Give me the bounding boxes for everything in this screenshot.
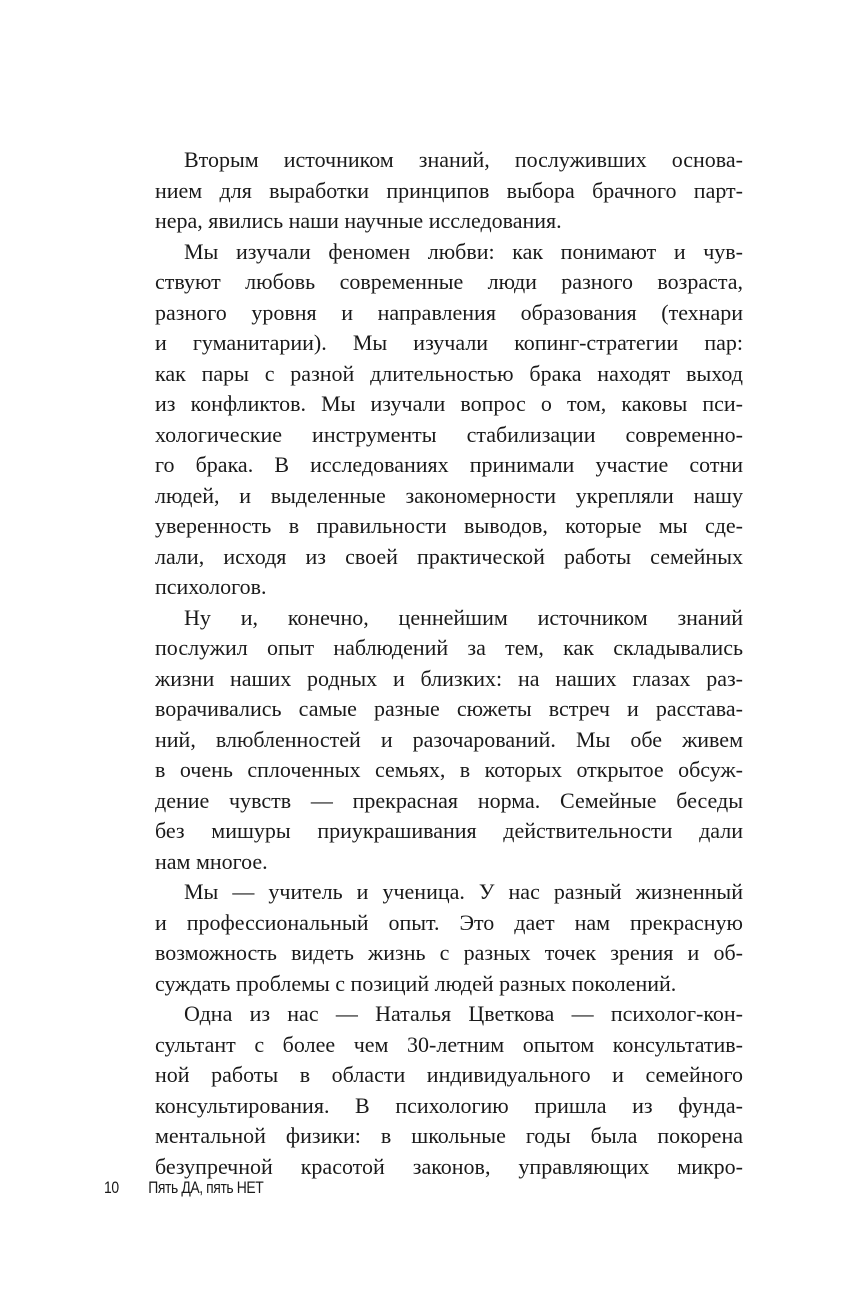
text-line: жизни наших родных и близких: на наших глазах раз- (155, 665, 743, 691)
text-line: уверенность в правильности выводов, которые мы сде- (155, 513, 743, 538)
text-line: лали, исходя из своей практической работы семейных (155, 543, 743, 569)
text-line: как пары с разной длительностью брака находят выход (155, 360, 743, 386)
text-line: хологические инструменты стабилизации современно- (155, 421, 743, 447)
paragraph (155, 145, 743, 237)
text-line: Мы изучали феномен любви: как понимают и чув- (184, 238, 743, 264)
paragraph (155, 237, 743, 603)
text-line: ментальной физики: в школьные годы была покорена (155, 1123, 743, 1148)
text-line: суждать проблемы с позиций людей разных поколений. (155, 970, 677, 996)
text-line: послужил опыт наблюдений за тем, как складывались (155, 635, 743, 660)
paragraph (155, 999, 743, 1182)
text-line: и профессиональный опыт. Это дает нам прекрасную (155, 909, 743, 935)
paragraph (155, 603, 743, 878)
text-line: консультирования. В психологию пришла из фунда- (155, 1092, 743, 1118)
paragraph (155, 877, 743, 999)
text-line: ний, влюбленностей и разочарований. Мы обе живем (155, 726, 743, 752)
text-line: разного уровня и направления образования (технари (155, 299, 743, 325)
text-line: Ну и, конечно, ценнейшим источником знаний (184, 604, 743, 630)
text-line: ворачивались самые разные сюжеты встреч и расстава- (155, 696, 743, 721)
text-line: психологов. (155, 574, 267, 599)
text-line: ной работы в области индивидуального и семейного (155, 1062, 743, 1087)
text-line: и гуманитарии). Мы изучали копинг-стратегии пар: (155, 330, 743, 355)
page-number: 10 (104, 1178, 119, 1197)
text-line: без мишуры приукрашивания действительности дали (155, 818, 743, 843)
text-line: сультант с более чем 30-летним опытом консультатив- (155, 1031, 743, 1057)
text-line: Мы — учитель и ученица. У нас разный жизненный (184, 879, 743, 904)
text-line: нера, явились наши научные исследования. (155, 208, 562, 233)
text-line: ствуют любовь современные люди разного возраста, (155, 269, 743, 294)
text-line: безупречной красотой законов, управляющих микро- (155, 1153, 743, 1179)
text-line: го брака. В исследованиях принимали участие сотни (155, 452, 743, 477)
text-line: дение чувств — прекрасная норма. Семейные беседы (155, 787, 743, 813)
text-line: из конфликтов. Мы изучали вопрос о том, каковы пси- (155, 391, 743, 416)
page-body-text (155, 145, 743, 1182)
text-line: людей, и выделенные закономерности укрепляли нашу (155, 482, 743, 508)
running-title: Пять ДА, пять НЕТ (148, 1178, 264, 1197)
text-line: возможность видеть жизнь с разных точек зрения и об- (155, 940, 743, 965)
page-footer (104, 1178, 263, 1198)
text-line: Одна из нас — Наталья Цветкова — психолог-кон- (184, 1001, 743, 1026)
text-line: нием для выработки принципов выбора брачного парт- (155, 177, 743, 203)
text-line: в очень сплоченных семьях, в которых открытое обсуж- (155, 757, 743, 782)
text-line: нам многое. (155, 848, 268, 874)
text-line: Вторым источником знаний, послуживших основа- (184, 147, 743, 172)
